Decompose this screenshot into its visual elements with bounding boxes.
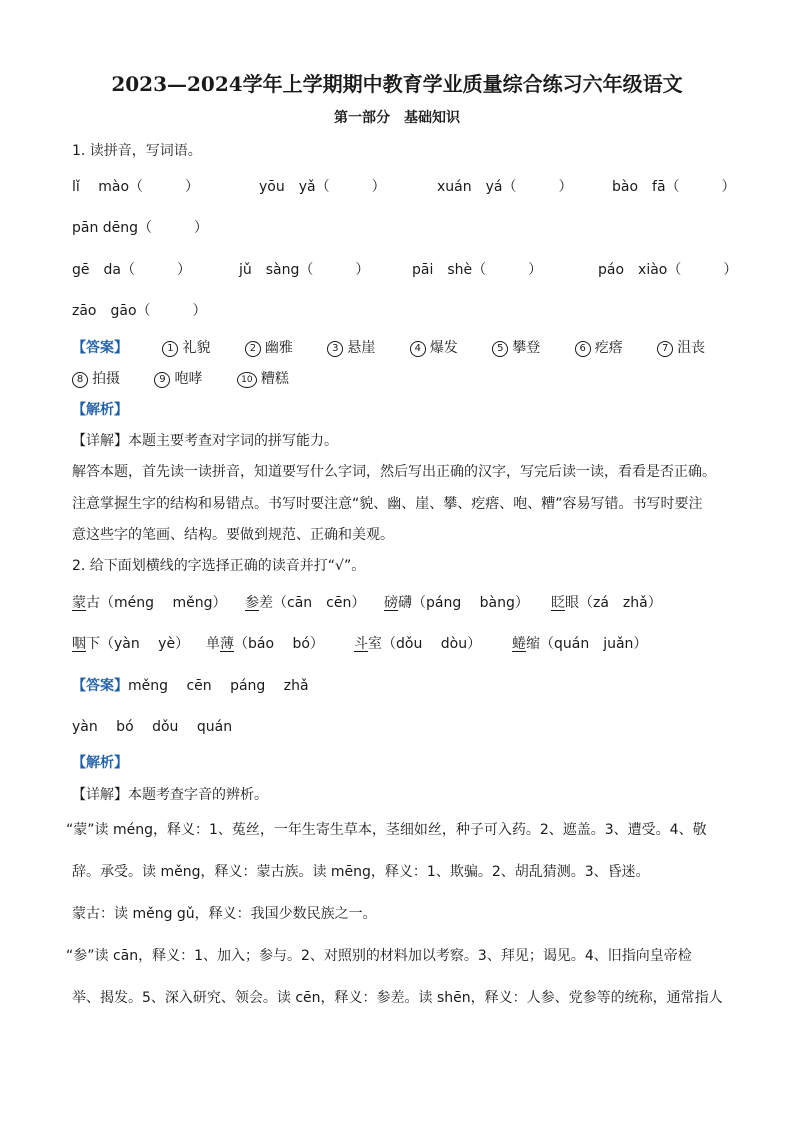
number-circle-icon: 1 bbox=[162, 341, 178, 357]
answer-item bbox=[72, 371, 120, 387]
q2-paragraph: 辞。承受。读 měng，释义：蒙古族。读 mēng，释义：1、欺骗。2、胡乱猜测。3、昏迷。 bbox=[72, 864, 650, 880]
answer-item bbox=[162, 338, 210, 358]
option-text: 单 bbox=[206, 636, 220, 652]
q2-answer-line-2: yàn bó dǒu quán bbox=[72, 719, 233, 735]
q2-detail bbox=[72, 785, 268, 805]
q2-option bbox=[354, 634, 481, 654]
q1-pinyin-item: xuán yá（ ） bbox=[437, 179, 573, 195]
underlined-char: 薄 bbox=[220, 636, 234, 652]
answer-word: 幽雅 bbox=[264, 340, 293, 356]
option-text: 眼（zá zhǎ） bbox=[565, 595, 662, 611]
answer-item bbox=[492, 338, 540, 358]
option-text: 礴（páng bàng） bbox=[398, 595, 529, 611]
number-circle-icon: 10 bbox=[237, 372, 257, 388]
q2-answer-line bbox=[72, 676, 309, 696]
option-text: 差（cān cēn） bbox=[259, 595, 366, 611]
q2-option bbox=[72, 634, 189, 654]
answer-word: 咆哮 bbox=[174, 371, 203, 387]
number-circle-icon: 7 bbox=[657, 341, 673, 357]
number-circle-icon: 9 bbox=[154, 372, 170, 388]
underlined-char: 磅 bbox=[384, 595, 398, 611]
q1-stem: 1. 读拼音，写词语。 bbox=[72, 143, 202, 159]
document-title: 2023—2024学年上学期期中教育学业质量综合练习六年级语文 bbox=[111, 72, 683, 96]
underlined-char: 参 bbox=[245, 595, 259, 611]
underlined-char: 咽 bbox=[72, 636, 86, 652]
underlined-char: 斗 bbox=[354, 636, 368, 652]
q1-detail bbox=[72, 431, 338, 451]
q1-pinyin-item: pāi shè（ ） bbox=[412, 262, 543, 278]
number-circle-icon: 5 bbox=[492, 341, 508, 357]
q2-option bbox=[551, 593, 662, 613]
q2-option bbox=[384, 593, 529, 613]
q2-stem: 2. 给下面划横线的字选择正确的读音并打“√”。 bbox=[72, 558, 366, 574]
option-text: 下（yàn yè） bbox=[86, 636, 190, 652]
q1-pinyin-item: gē da（ ） bbox=[72, 262, 191, 278]
q1-pinyin-item: jǔ sàng（ ） bbox=[239, 262, 370, 278]
q1-pinyin-item: pān dēng（ ） bbox=[72, 220, 209, 236]
number-circle-icon: 2 bbox=[245, 341, 261, 357]
q1-pinyin-item: páo xiào（ ） bbox=[598, 262, 738, 278]
q2-paragraph: 举、揭发。5、深入研究、领会。读 cēn，释义：参差。读 shēn，释义：人参、党参等的统称，通常指人 bbox=[72, 990, 723, 1006]
q2-option bbox=[72, 593, 226, 613]
detail-text: 本题主要考查对字词的拼写能力。 bbox=[128, 433, 338, 449]
answer-item bbox=[237, 369, 289, 389]
answer-tag: 【答案】 bbox=[72, 340, 128, 356]
q1-paragraph: 意这些字的笔画、结构。要做到规范、正确和美观。 bbox=[72, 527, 394, 543]
q1-pinyin-item: yōu yǎ（ ） bbox=[259, 179, 386, 195]
answer-word: 礼貌 bbox=[182, 340, 211, 356]
section-heading: 第一部分 基础知识 bbox=[334, 110, 460, 126]
q2-option bbox=[206, 634, 324, 654]
number-circle-icon: 3 bbox=[327, 341, 343, 357]
analysis-tag: 【解析】 bbox=[72, 402, 128, 418]
option-text: 缩（quán juǎn） bbox=[526, 636, 648, 652]
q1-pinyin-item: zāo gāo（ ） bbox=[72, 303, 207, 319]
answer-word: 沮丧 bbox=[677, 340, 706, 356]
answer-item bbox=[327, 338, 375, 358]
answer-word: 疙瘩 bbox=[594, 340, 623, 356]
q1-pinyin-item: bào fā（ ） bbox=[612, 179, 736, 195]
option-text: 室（dǒu dòu） bbox=[368, 636, 482, 652]
answer-word: 悬崖 bbox=[347, 340, 376, 356]
number-circle-icon: 8 bbox=[72, 372, 88, 388]
answer-word: 攀登 bbox=[512, 340, 541, 356]
q1-paragraph: 解答本题，首先读一读拼音，知道要写什么字词，然后写出正确的汉字，写完后读一读，看看是否正确。 bbox=[72, 464, 716, 480]
underlined-char: 蜷 bbox=[512, 636, 526, 652]
q2-option bbox=[512, 634, 647, 654]
answer-item bbox=[245, 338, 293, 358]
answer-tag: 【答案】 bbox=[72, 678, 128, 694]
q2-paragraph: “参”读 cān，释义：1、加入；参与。2、对照别的材料加以考察。3、拜见；谒见。4、旧指向皇帝检 bbox=[66, 948, 692, 964]
detail-text: 本题考查字音的辨析。 bbox=[128, 787, 268, 803]
answer-word: 爆发 bbox=[429, 340, 458, 356]
answer-item bbox=[410, 338, 458, 358]
answer-item bbox=[657, 338, 705, 358]
q1-answer-line-2 bbox=[72, 369, 289, 389]
detail-tag: 【详解】 bbox=[72, 787, 128, 803]
underlined-char: 蒙 bbox=[72, 595, 86, 611]
answer-word: 糟糕 bbox=[260, 371, 289, 387]
q2-paragraph: “蒙”读 méng，释义：1、菟丝，一年生寄生草本，茎细如丝，种子可入药。2、遮盖。3、遭受。4、敬 bbox=[66, 822, 707, 838]
number-circle-icon: 6 bbox=[575, 341, 591, 357]
answer-item bbox=[154, 369, 202, 389]
q2-paragraph: 蒙古：读 měng gǔ，释义：我国少数民族之一。 bbox=[72, 906, 377, 922]
answer-word: 拍摄 bbox=[92, 371, 120, 387]
q1-paragraph: 注意掌握生字的结构和易错点。书写时要注意“貌、幽、崖、攀、疙瘩、咆、糟”容易写错。书写时要注 bbox=[72, 496, 703, 512]
q2-option bbox=[245, 593, 365, 613]
detail-tag: 【详解】 bbox=[72, 433, 128, 449]
answer-text: měng cēn páng zhǎ bbox=[128, 678, 309, 694]
number-circle-icon: 4 bbox=[410, 341, 426, 357]
option-text: 古（méng měng） bbox=[86, 595, 227, 611]
option-text: （báo bó） bbox=[234, 636, 324, 652]
analysis-tag: 【解析】 bbox=[72, 755, 128, 771]
answer-item bbox=[575, 338, 623, 358]
underlined-char: 眨 bbox=[551, 595, 565, 611]
q1-pinyin-item: lǐ mào（ ） bbox=[72, 179, 200, 195]
q1-answer-line bbox=[72, 338, 705, 358]
